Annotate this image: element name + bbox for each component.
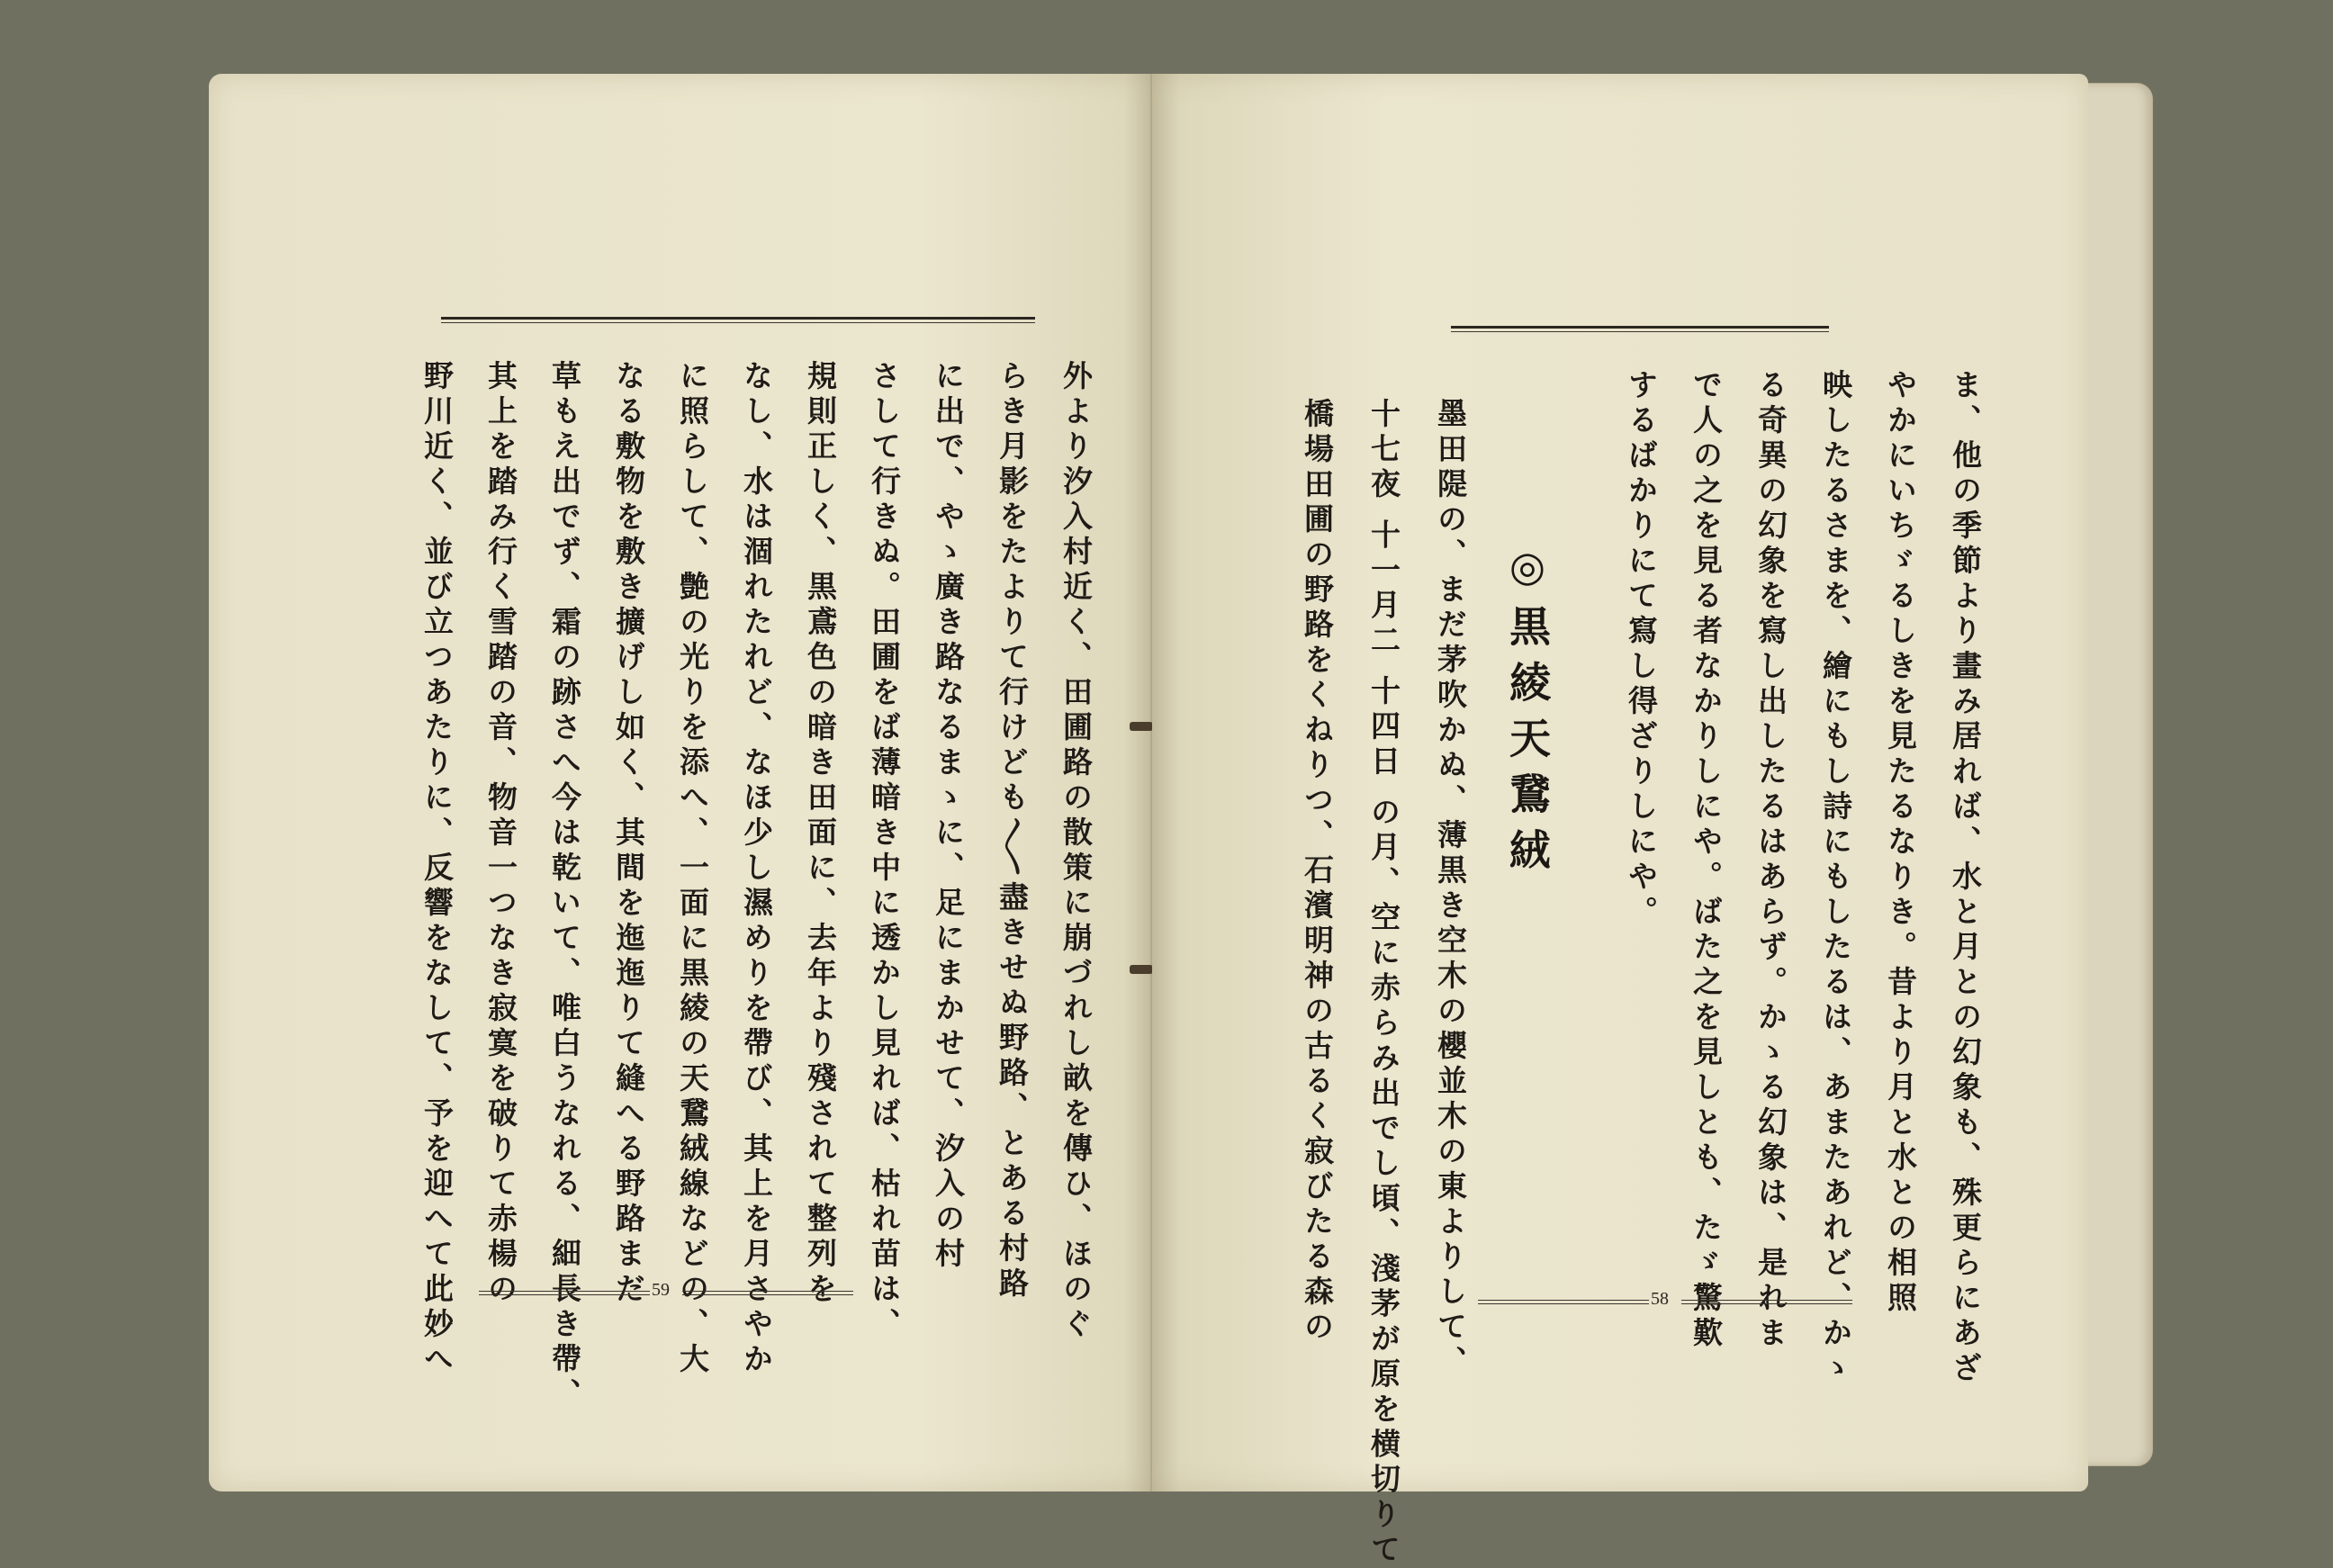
left-column: さして行きぬ。田圃をば薄暗き中に透かし見れば、枯れ苗は、 bbox=[867, 360, 902, 1343]
right-folio-rule-left bbox=[1478, 1300, 1649, 1304]
left-page bbox=[209, 74, 1152, 1491]
left-column: 草もえ出でず、霜の跡さへ今は乾いて、唯白うなれる、細長き帶、 bbox=[547, 360, 582, 1413]
right-text-continued bbox=[1566, 369, 1983, 1387]
left-column: なし、水は涸れたれど、なほ少し濕めりを帶び、其上を月さやか bbox=[739, 360, 774, 1378]
right-page-number: 58 bbox=[1651, 1289, 1669, 1309]
right-page bbox=[1152, 74, 2088, 1568]
left-folio-rule-left bbox=[479, 1291, 650, 1295]
right-column: る奇異の幻象を寫し出したるはあらず。かゝる幻象は、是れま bbox=[1753, 369, 1788, 1352]
right-column: やかにいちゞるしきを見たるなりき。昔より月と水との相照 bbox=[1883, 369, 1918, 1317]
section-heading: ◎黒綾天鵞絨 bbox=[1503, 542, 1552, 884]
left-column: 外より汐入村近く、田圃路の散策に崩づれし畝を傳ひ、ほのぐ bbox=[1058, 360, 1094, 1343]
left-column: なる敷物を敷き擴げし如く、其間を迤迤りて縫へる野路まだ bbox=[611, 360, 646, 1308]
right-header-rule bbox=[1451, 326, 1829, 329]
right-column: で人の之を見る者なかりしにや。ばた之を見しとも、たゞ驚歎 bbox=[1689, 369, 1724, 1352]
staple-top bbox=[1130, 722, 1153, 731]
left-header-rule-thin bbox=[441, 322, 1035, 323]
right-column: 映したるさまを、繪にもし詩にもしたるは、あまたあれど、かゝ bbox=[1818, 369, 1853, 1387]
left-page-number: 59 bbox=[652, 1280, 670, 1300]
right-column: ま、他の季節より畫み居れば、水と月との幻象も、殊更らにあざ bbox=[1948, 369, 1983, 1387]
right-header-rule-thin bbox=[1451, 331, 1829, 332]
left-header-rule bbox=[441, 317, 1035, 320]
open-book bbox=[198, 74, 2151, 1568]
left-column: らき月影をたよりて行けども〳〵盡きせぬ野路、とある村路 bbox=[995, 360, 1030, 1302]
left-text-block bbox=[326, 360, 1094, 1413]
right-column: するばかりにて寫し得ざりしにや。 bbox=[1624, 369, 1659, 931]
section-column: 墨田隄の、まだ茅吹かぬ、薄黒き空木の櫻並木の東よりして、 bbox=[1433, 398, 1468, 1381]
staple-bottom bbox=[1130, 965, 1153, 974]
left-column: 其上を踏み行く雪踏の音、物音一つなき寂寞を破りて赤楊の bbox=[483, 360, 518, 1308]
left-column: 規則正しく、黒鳶色の暗き田面に、去年より殘されて整列を bbox=[803, 360, 838, 1308]
left-column: に照らして、艶の光りを添へ、一面に黒綾の天鵞絨線などの、大 bbox=[675, 360, 710, 1378]
right-folio-rule-right bbox=[1681, 1300, 1852, 1304]
section-column: 橋場田圃の野路をくねりつ、石濱明神の古るく寂びたる森の bbox=[1300, 398, 1335, 1346]
right-text-section bbox=[1267, 398, 1468, 1568]
section-column: 十七夜 十一月二 十四日 の月、空に赤らみ出でし頃、淺茅が原を横切りて bbox=[1366, 398, 1401, 1568]
left-column: に出で、やゝ廣き路なるまゝに、足にまかせて、汐入の村 bbox=[931, 360, 966, 1273]
left-folio-rule-right bbox=[682, 1291, 853, 1295]
left-column: 野川近く、並び立つあたりに、反響をなして、予を迎へて此妙へ bbox=[419, 360, 455, 1378]
